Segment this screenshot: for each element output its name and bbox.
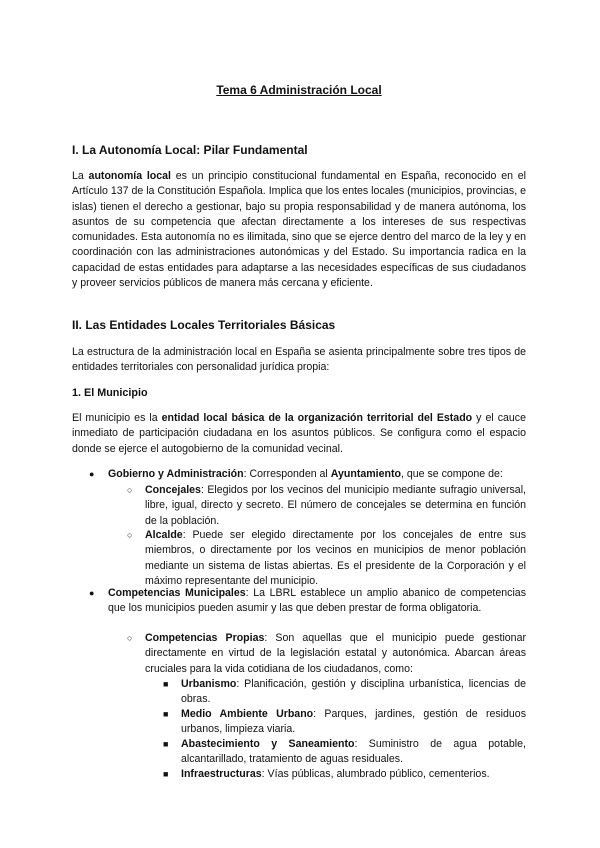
item-label: Alcalde — [145, 529, 183, 541]
autonomia-paragraph — [72, 169, 526, 291]
text-run: , que se compone de: — [400, 468, 503, 480]
text-run: : Parques, jardines, gestión de residuos urbanos, limpieza viaria. — [181, 708, 526, 736]
text-run: : Suministro de agua potable, alcantarillado, tratamiento de aguas residuales. — [181, 738, 526, 766]
text-run: : Planificación, gestión y disciplina urbanística, licencias de obras. — [181, 678, 526, 706]
text-run: : Puede ser elegido directamente por los concejales de entre sus miembros, o directamente por los vecinos en municipios de menor población mediante un sistema de listas abiertas. Es el presidente de la Corporación y el máximo representante del municipio. — [145, 529, 526, 587]
bullet-circle-icon: ○ — [127, 633, 133, 643]
infraestructuras-item — [181, 767, 526, 782]
bullet-disc-icon: ● — [89, 588, 95, 598]
item-label: Infraestructuras — [181, 768, 262, 780]
bullet-square-icon: ■ — [163, 679, 169, 689]
bullet-circle-icon: ○ — [127, 530, 133, 540]
text-run: y el cauce inmediato de participación ciudadana en los asuntos públicos. Se configura como el espacio donde se ejerce el autogobierno de la comunidad vecinal. — [72, 412, 526, 455]
item-label: Medio Ambiente Urbano — [181, 708, 314, 720]
item-label: Concejales — [145, 484, 201, 496]
bullet-circle-icon: ○ — [127, 485, 133, 495]
text-run: : La LBRL establece un amplio abanico de competencias que los municipios pueden asumir y las que deben prestar de forma obligatoria. — [108, 587, 526, 615]
text-run: es un principio constitucional fundamental en España, reconocido en el Artículo 137 de la Constitución Española. Implica que los entes locales (municipios, provincias, e islas) tienen el derecho a gestionar, bajo su propia responsabilidad y de manera autónoma, los asuntos de su competencia que afectan directamente a los intereses de sus respectivas comunidades. Esta autonomía no es ilimitada, sino que se ejerce dentro del marco de la ley y en coordinación con las administraciones autonómicas y del Estado. Su importancia radica en la capacidad de estas entidades para adaptarse a las necesidades específicas de sus ciudadanos y proveer servicios públicos de manera más cercana y eficiente. — [72, 170, 527, 290]
medio-ambiente-item — [181, 707, 526, 738]
item-label: Competencias Municipales — [108, 587, 246, 599]
concejales-item — [145, 483, 526, 529]
entidades-intro-paragraph: La estructura de la administración local en España se asienta principalmente sobre tres tipos de entidades territoriales con personalidad jurídica propia: — [72, 346, 526, 374]
text-run: La — [72, 170, 89, 182]
abastecimiento-item — [181, 737, 526, 768]
bullet-square-icon: ■ — [163, 739, 169, 749]
text-run: El municipio es la — [72, 412, 162, 424]
bold-term: Ayuntamiento — [330, 468, 401, 480]
alcalde-item — [145, 528, 526, 589]
competencias-item — [108, 586, 526, 617]
text-run: : Son aquellas que el municipio puede gestionar directamente en virtud de la legislación estatal y autonómica. Abarcan áreas cruciales para la vida cotidiana de los ciudadanos, como: — [145, 632, 526, 675]
municipio-paragraph — [72, 411, 526, 457]
gobierno-item — [108, 467, 526, 482]
bold-term: autonomía local — [88, 170, 172, 182]
section2-heading: II. Las Entidades Locales Territoriales Básicas — [72, 318, 336, 332]
bold-term: entidad local básica de la organización territorial del Estado — [161, 412, 473, 424]
bullet-square-icon: ■ — [163, 709, 169, 719]
urbanismo-item — [181, 677, 526, 708]
bullet-disc-icon: ● — [89, 469, 95, 479]
bullet-square-icon: ■ — [163, 769, 169, 779]
municipio-heading: 1. El Municipio — [72, 387, 148, 399]
document-title: Tema 6 Administración Local — [216, 83, 382, 97]
text-run: : Elegidos por los vecinos del municipio mediante sufragio universal, libre, igual, directo y secreto. El número de concejales se determina en función de la población. — [145, 484, 526, 527]
text-run: : Corresponden al — [243, 468, 331, 480]
item-label: Urbanismo — [181, 678, 237, 690]
item-label: Abastecimiento y Saneamiento — [181, 738, 355, 750]
section1-heading: I. La Autonomía Local: Pilar Fundamental — [72, 143, 308, 157]
competencias-propias-item — [145, 631, 526, 677]
text-run: : Vías públicas, alumbrado público, cementerios. — [261, 768, 490, 780]
item-label: Gobierno y Administración — [108, 468, 244, 480]
item-label: Competencias Propias — [145, 632, 265, 644]
